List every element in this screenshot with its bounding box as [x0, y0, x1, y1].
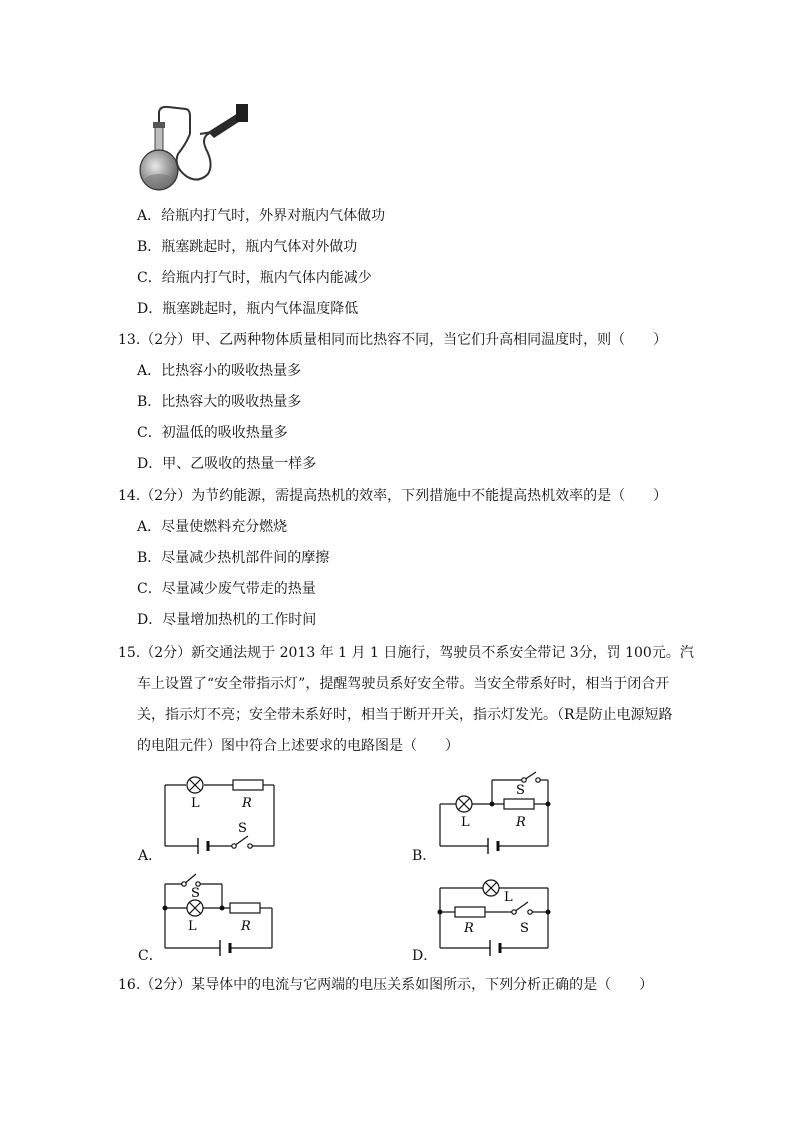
- q13-option-a: A．比热容小的吸收热量多: [137, 363, 302, 379]
- circuit-b-lamp-label: L: [461, 815, 470, 830]
- q14-option-b: B．尽量减少热机部件间的摩擦: [137, 550, 330, 566]
- circuit-c-lamp-label: L: [188, 919, 197, 934]
- q14-stem: 14.（2分）为节约能源，需提高热机的效率，下列措施中不能提高热机效率的是（ ）: [118, 488, 668, 504]
- circuit-d-label: D．: [412, 948, 438, 964]
- circuit-d: [430, 868, 560, 963]
- q14-option-a: A．尽量使燃料充分燃烧: [137, 519, 288, 535]
- circuit-c-resistor-label: R: [241, 919, 251, 934]
- q15-stem-line-2: 车上设置了“安全带指示灯”，提醒驾驶员系好安全带。当安全带系好时，相当于闭合开: [137, 676, 670, 692]
- q12-option-d: D．瓶塞跳起时，瓶内气体温度降低: [137, 301, 359, 317]
- q15-stem-line-3: 关，指示灯不亮；安全带未系好时，相当于断开开关，指示灯发光。（R是防止电源短路: [137, 707, 673, 723]
- circuit-a: [150, 770, 280, 865]
- circuit-d-resistor-label: R: [464, 921, 474, 936]
- circuit-a-resistor-label: R: [242, 796, 252, 811]
- q14-option-c: C．尽量减少废气带走的热量: [137, 581, 316, 597]
- circuit-b-resistor-label: R: [516, 815, 526, 830]
- circuit-b-switch-label: S: [516, 783, 525, 798]
- q15-stem-line-4: 的电阻元件）图中符合上述要求的电路图是（ ）: [137, 738, 459, 754]
- q13-option-b: B．比热容大的吸收热量多: [137, 394, 302, 410]
- circuit-c-switch-label: S: [191, 886, 200, 901]
- q13-stem: 13.（2分）甲、乙两种物体质量相同而比热容不同，当它们升高相同温度时，则（ ）: [118, 332, 668, 348]
- q13-option-d: D．甲、乙吸收的热量一样多: [137, 456, 317, 472]
- q15-stem-line-1: 15.（2分）新交通法规于 2013 年 1 月 1 日施行，驾驶员不系安全带记 3分，罚 100元。汽: [118, 645, 694, 661]
- circuit-a-switch-label: S: [238, 821, 247, 836]
- circuit-d-switch-label: S: [520, 921, 529, 936]
- q13-option-c: C．初温低的吸收热量多: [137, 425, 288, 441]
- circuit-a-lamp-label: L: [191, 796, 200, 811]
- circuit-b-label: B．: [412, 848, 437, 864]
- q16-stem: 16.（2分）某导体中的电流与它两端的电压关系如图所示，下列分析正确的是（ ）: [118, 977, 654, 993]
- flask-pump-figure: [138, 104, 250, 194]
- q12-option-a: A．给瓶内打气时，外界对瓶内气体做功: [137, 208, 386, 224]
- circuit-a-label: A．: [138, 848, 163, 864]
- circuit-c: [150, 868, 280, 963]
- q12-option-b: B．瓶塞跳起时，瓶内气体对外做功: [137, 239, 358, 255]
- circuit-d-lamp-label: L: [504, 890, 513, 905]
- circuit-b: [430, 770, 560, 865]
- q14-option-d: D．尽量增加热机的工作时间: [137, 612, 317, 628]
- circuit-c-label: C．: [138, 948, 163, 964]
- q12-option-c: C．给瓶内打气时，瓶内气体内能减少: [137, 270, 372, 286]
